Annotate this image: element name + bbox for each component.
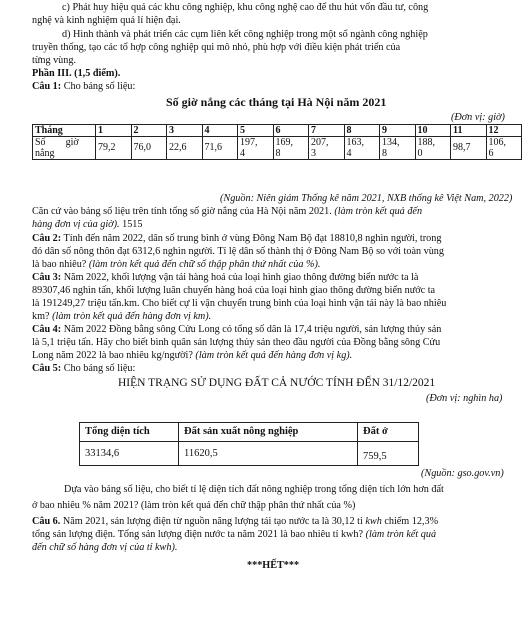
question-2-label: Câu 2: <box>32 233 62 244</box>
q2-text: Tính đến năm 2022, dân số trung bình ở vùng Đông Nam Bộ đạt 18810,8 nghìn người, trong <box>61 233 442 244</box>
q3-text: km? <box>32 311 53 322</box>
table-1-cell: 106, 6 <box>486 137 522 160</box>
table-1-header: 6 <box>273 125 309 137</box>
question-5-body-line-1: Dựa vào bảng số liệu, cho biết tỉ lệ diện tích đất nông nghiệp trong tổng diện tích lớn hơn đất <box>64 484 444 495</box>
q2-text: là bao nhiêu? <box>32 259 89 270</box>
table-2-cell: 11620,5 <box>179 442 358 466</box>
q3-note: (làm tròn kết quả đến hàng đơn vị km). <box>52 311 212 322</box>
table-2-header: Đất sản xuất nông nghiệp <box>179 423 358 442</box>
question-1-text: Cho bảng số liệu: <box>61 81 136 92</box>
q1-note-cont: hàng đơn vị của giờ). <box>32 219 120 230</box>
table-1-cell: 76,0 <box>131 137 167 160</box>
table-1-header: 10 <box>415 125 451 137</box>
question-2-line-3 <box>32 259 320 271</box>
row-label-word: giờ <box>65 137 79 148</box>
question-6-label: Câu 6. <box>32 516 61 527</box>
table-1-header: 11 <box>451 125 487 137</box>
question-1-body-line-1 <box>32 206 422 218</box>
q6-unit: kwh <box>365 516 382 527</box>
question-1-intro <box>32 81 135 93</box>
question-4-line-3 <box>32 350 352 362</box>
q1-note: (làm tròn kết quả đến <box>334 206 423 217</box>
question-4-label: Câu 4: <box>32 324 62 335</box>
question-6-line-1 <box>32 516 438 528</box>
question-1-label: Câu 1: <box>32 81 62 92</box>
item-c-line-2: nghệ và kinh nghiệm quả lí hiện đại. <box>32 15 181 26</box>
table-1-cell: 188, 0 <box>415 137 451 160</box>
table-1-data-row <box>33 137 522 160</box>
table-2-header-row <box>80 423 419 442</box>
table-2-header: Đất ở <box>358 423 419 442</box>
item-d-line-3: từng vùng. <box>32 55 77 66</box>
q6-text: chiếm 12,3% <box>381 516 439 527</box>
table-1-cell: 163, 4 <box>344 137 380 160</box>
table-1-header: 5 <box>238 125 274 137</box>
item-d-line-2: truyền thống, tạo các tổ hợp công nghiệp qui mô nhỏ, phù hợp với điều kiện phát triển của <box>32 42 401 53</box>
item-d-line-1: d) Hình thành và phát triển các cụm liên kết công nghiệp trong một số ngành công nghiệp <box>62 29 428 40</box>
q4-note: (làm tròn kết quả đến hàng đơn vị kg). <box>195 350 353 361</box>
question-2-line-2: đó dân số nông thôn đạt 6312,6 nghìn người. Tỉ lệ dân số thành thị ở Đông Nam Bộ so với toàn vùng <box>32 246 444 257</box>
end-marker: ***HẾT*** <box>247 560 300 571</box>
question-6-line-2 <box>32 529 436 541</box>
question-3-line-3: là 191249,27 triệu tấn.km. Cho biết cự li vận chuyển trung bình của loại hình vận tải này là bao nhiêu <box>32 298 447 309</box>
table-2-unit: (Đơn vị: nghìn ha) <box>426 393 503 404</box>
table-1-title: Số giờ nắng các tháng tại Hà Nội năm 2021 <box>166 95 387 109</box>
question-3-line-2: 89307,46 nghìn tấn, khối lượng luân chuyển hàng hoá của loại hình giao thông đường biển nước ta <box>32 285 436 296</box>
part-3-heading: Phần III. (1,5 điểm). <box>32 68 121 79</box>
table-1-cell: 207, 3 <box>309 137 345 160</box>
question-5-label: Câu 5: <box>32 363 62 374</box>
q2-note: (làm tròn kết quả đến chữ số thập phân thứ nhất của %). <box>88 259 321 270</box>
table-1-header: 8 <box>344 125 380 137</box>
question-3-label: Câu 3: <box>32 272 62 283</box>
q4-text: Long năm 2022 là bao nhiêu kg/người? <box>32 350 196 361</box>
table-2-data-row <box>80 442 419 466</box>
q6-note: (làm tròn kết quả <box>365 529 437 540</box>
q4-text: Năm 2022 Đồng bằng sông Cửu Long có tổng số dân là 17,4 triệu người, sản lượng thủy sản <box>61 324 442 335</box>
table-1-header: 3 <box>167 125 203 137</box>
q5-text: Cho bảng số liệu: <box>61 363 136 374</box>
table-1-cell: 169, 8 <box>273 137 309 160</box>
table-2-header: Tổng diện tích <box>80 423 179 442</box>
table-1-row-label <box>33 137 96 160</box>
table-1-unit: (Đơn vị: giờ) <box>451 112 505 123</box>
table-1-cell: 98,7 <box>451 137 487 160</box>
question-5-body-line-2: ở bao nhiêu % năm 2021? (làm tròn kết quả đến chữ thập phân thứ nhất của %) <box>32 500 356 511</box>
table-1-cell: 79,2 <box>96 137 132 160</box>
sunshine-table <box>32 124 522 160</box>
table-2-title: HIỆN TRẠNG SỬ DỤNG ĐẤT CẢ NƯỚC TÍNH ĐẾN 31/12/2021 <box>118 377 436 389</box>
question-5-intro <box>32 363 135 375</box>
q1-answer: 1515 <box>119 219 143 230</box>
table-1-source: (Nguồn: Niên giám Thống kê năm 2021, NXB thống kê Việt Nam, 2022) <box>220 193 513 204</box>
q1-text: Căn cứ vào bảng số liệu trên tính tổng số giờ nắng của Hà Nội năm 2021. <box>32 206 335 217</box>
row-label-word: nắng <box>35 148 55 159</box>
table-1-header: 1 <box>96 125 132 137</box>
table-1-header: Tháng <box>33 125 96 137</box>
table-2-cell: 33134,6 <box>80 442 179 466</box>
q3-text: Năm 2022, khối lượng vận tải hàng hoá của loại hình giao thông đường biển nước ta là <box>61 272 419 283</box>
table-1-header: 12 <box>486 125 522 137</box>
land-use-table <box>79 422 419 466</box>
q6-text: tổng sản lượng điện. Tổng sản lượng điện nước ta năm 2021 là bao nhiêu tỉ kwh? <box>32 529 366 540</box>
question-6-line-3: đến chữ số hàng đơn vị của tỉ kwh). <box>32 542 178 553</box>
row-label-word: Số <box>35 137 46 148</box>
question-3-line-4 <box>32 311 211 323</box>
table-1-header: 9 <box>380 125 416 137</box>
table-1-cell: 134, 8 <box>380 137 416 160</box>
table-1-header: 4 <box>202 125 238 137</box>
table-1-header-row <box>33 125 522 137</box>
table-1-cell: 71,6 <box>202 137 238 160</box>
table-1-header: 2 <box>131 125 167 137</box>
q6-text: Năm 2021, sản lượng điện từ nguồn năng lượng tái tạo nước ta là 30,12 tỉ <box>60 516 366 527</box>
question-4-line-1 <box>32 324 441 336</box>
question-2-line-1 <box>32 233 441 245</box>
item-c-line-1: c) Phát huy hiệu quả các khu công nghiệp, khu công nghệ cao để thu hút vốn đầu tư, công <box>62 2 429 13</box>
table-1-cell: 22,6 <box>167 137 203 160</box>
table-2-source: (Nguồn: gso.gov.vn) <box>421 468 504 479</box>
question-1-body-line-2 <box>32 219 142 231</box>
question-3-line-1 <box>32 272 418 284</box>
table-1-header: 7 <box>309 125 345 137</box>
table-1-cell: 197, 4 <box>238 137 274 160</box>
table-2-cell: 759,5 <box>358 442 419 466</box>
question-4-line-2: là 5,1 triệu tấn. Hãy cho biết bình quân sản lượng thủy sản theo đầu người của Đồng bằng sông Cửu <box>32 337 441 348</box>
